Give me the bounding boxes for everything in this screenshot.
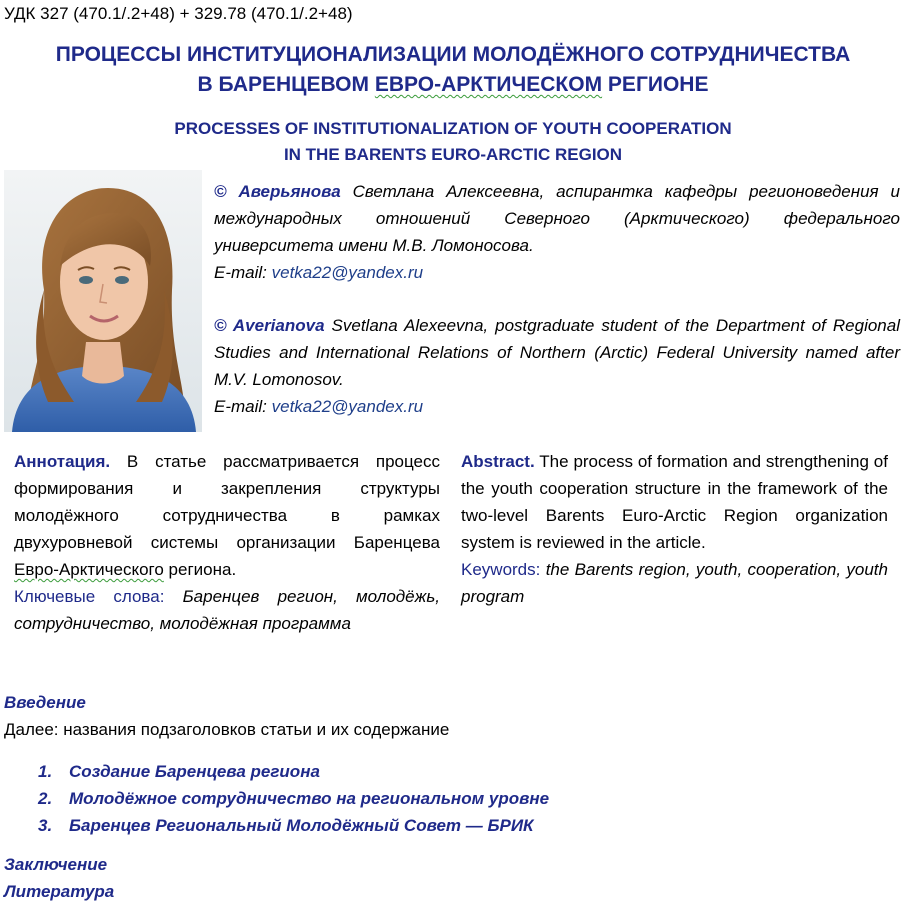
abstract-english-paragraph bbox=[461, 448, 888, 556]
abstract-english-label: Abstract. bbox=[461, 452, 535, 471]
abstract-russian-text-end: региона. bbox=[163, 560, 237, 579]
email-link-english[interactable]: vetka22@yandex.ru bbox=[271, 397, 424, 416]
outline-item-text: Баренцев Региональный Молодёжный Совет — БРИК bbox=[69, 816, 534, 835]
keywords-russian-label: Ключевые слова: bbox=[14, 587, 165, 606]
outline-item-text: Создание Баренцева региона bbox=[69, 762, 320, 781]
title-english-line-1: PROCESSES OF INSTITUTIONALIZATION OF YOUTH COOPERATION bbox=[174, 119, 732, 138]
abstract-russian bbox=[14, 448, 440, 637]
author-description-russian: Светлана Алексеевна, аспирантка кафедры регионоведения и международных отношений Северного (Арктического) федерального университета имени М.В. Ломоносова. bbox=[214, 182, 900, 255]
title-english-line-2: IN THE BARENTS EURO-ARCTIC REGION bbox=[283, 145, 623, 164]
title-russian bbox=[0, 40, 906, 100]
title-russian-line-1: ПРОЦЕССЫ ИНСТИТУЦИОНАЛИЗАЦИИ МОЛОДЁЖНОГО СОТРУДНИЧЕСТВА bbox=[55, 43, 851, 66]
outline-item bbox=[38, 785, 549, 812]
keywords-english bbox=[461, 556, 888, 610]
outline-item-number: 1. bbox=[38, 762, 53, 781]
email-label-russian: E-mail: bbox=[214, 263, 272, 282]
author-name-english: © Averianova bbox=[214, 316, 325, 335]
title-english bbox=[0, 116, 906, 168]
title-russian-line-2-start: В БАРЕНЦЕВОМ bbox=[197, 73, 375, 96]
outline-note: Далее: названия подзаголовков статьи и их содержание bbox=[4, 720, 450, 739]
keywords-english-label: Keywords: bbox=[461, 560, 541, 579]
outline-item-number: 2. bbox=[38, 789, 53, 808]
abstract-russian-text-start: В статье рассматривается процесс формирования и закрепления структуры молодёжного сотрудничества в рамках двухуровневой системы организации Баренцева bbox=[14, 452, 440, 552]
section-heading-introduction: Введение bbox=[4, 693, 86, 712]
abstract-english-text: The process of formation and strengthening of the youth cooperation structure in the framework of the two-level Barents Euro-Arctic Region organization system is reviewed in the article. bbox=[461, 452, 888, 552]
section-heading-references: Литература bbox=[4, 882, 115, 901]
abstract-russian-text-marked: Евро-Арктического bbox=[14, 560, 164, 579]
udc-code: УДК 327 (470.1/.2+48) + 329.78 (470.1/.2+48) bbox=[4, 4, 353, 23]
abstract-russian-label: Аннотация. bbox=[14, 452, 111, 471]
section-outline-list bbox=[38, 758, 549, 839]
outline-item-text: Молодёжное сотрудничество на региональном уровне bbox=[69, 789, 550, 808]
abstract-russian-paragraph bbox=[14, 448, 440, 583]
section-heading-conclusion: Заключение bbox=[4, 855, 108, 874]
author-info-english bbox=[214, 312, 900, 420]
outline-item bbox=[38, 758, 549, 785]
outline-item bbox=[38, 812, 549, 839]
title-russian-line-2-marked: ЕВРО-АРКТИЧЕСКОМ bbox=[374, 73, 603, 96]
keywords-english-text: the Barents region, youth, cooperation, youth program bbox=[461, 560, 888, 606]
author-name-russian: © Аверьянова bbox=[214, 182, 341, 201]
keywords-russian-text: Баренцев регион, молодёжь, сотрудничество, молодёжная программа bbox=[14, 587, 440, 633]
email-link-russian[interactable]: vetka22@yandex.ru bbox=[271, 263, 424, 282]
title-russian-line-2-end: РЕГИОНЕ bbox=[602, 73, 709, 96]
author-photo bbox=[4, 170, 202, 432]
keywords-russian bbox=[14, 583, 440, 637]
title-russian-line-2 bbox=[0, 70, 906, 100]
author-description-english: Svetlana Alexeevna, postgraduate student of the Department of Regional Studies and International Relations of Northern (Arctic) Federal University named after M.V. Lomonosov. bbox=[214, 316, 900, 389]
author-info-russian bbox=[214, 178, 900, 286]
abstract-english bbox=[461, 448, 888, 610]
outline-item-number: 3. bbox=[38, 816, 53, 835]
email-label-english: E-mail: bbox=[214, 397, 272, 416]
